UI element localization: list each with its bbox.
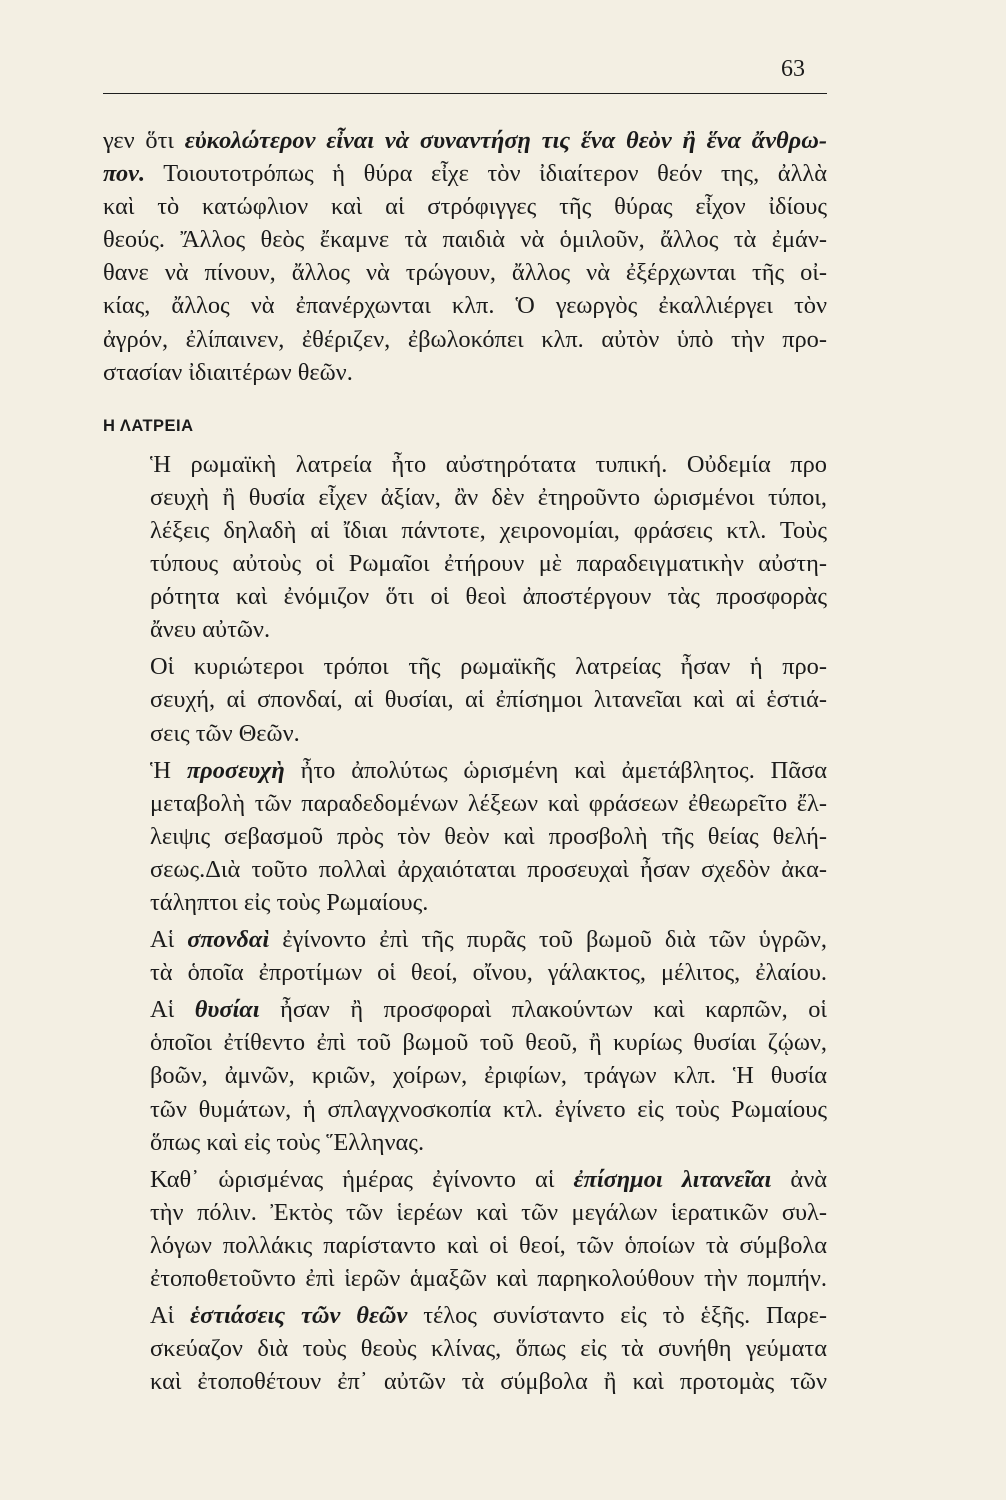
text-line: ὅπως καὶ εἰς τοὺς Ἕλληνας. xyxy=(150,1128,425,1156)
text-line: σκεύαζον διὰ τοὺς θεοὺς κλίνας, ὅπως εἰς τὰ συνήθη γεύματα xyxy=(150,1335,827,1363)
emphasis-text: σπονδαὶ xyxy=(187,926,270,954)
text-line xyxy=(103,923,827,956)
text-span: ἀνὰ xyxy=(771,1165,827,1193)
paragraph-spondai xyxy=(103,923,827,989)
text-span: Αἱ xyxy=(150,996,195,1024)
text-line: σευχή, αἱ σπονδαί, αἱ θυσίαι, αἱ ἐπίσημοι λιτανεῖαι καὶ αἱ ἑστιά- xyxy=(150,686,827,714)
emphasis-text: πον. xyxy=(103,160,146,188)
body-text xyxy=(103,124,827,1398)
text-line xyxy=(103,754,827,787)
text-line: λειψις σεβασμοῦ πρὸς τὸν θεὸν καὶ προσβολὴ τῆς θείας θελή- xyxy=(150,822,827,850)
text-line: λόγων πολλάκις παρίσταντο καὶ οἱ θεοί, τῶν ὁποίων τὰ σύμβολα xyxy=(150,1231,827,1259)
text-span: ἐγίνοντο ἐπὶ τῆς πυρᾶς τοῦ βωμοῦ διὰ τῶν ὑγρῶν, xyxy=(269,926,827,954)
text-line: θανε νὰ πίνουν, ἄλλος νὰ τρώγουν, ἄλλος νὰ ἐξέρχωνται τῆς οἰ- xyxy=(103,259,827,287)
text-line: στασίαν ἰδιαιτέρων θεῶν. xyxy=(103,358,353,386)
text-line: κίας, ἄλλος νὰ ἐπανέρχωνται κλπ. Ὁ γεωργὸς ἐκαλλιέργει τὸν xyxy=(103,292,827,320)
emphasis-text: ἑστιάσεις τῶν θεῶν xyxy=(190,1302,408,1330)
text-line: θεούς. Ἄλλος θεὸς ἔκαμνε τὰ παιδιὰ νὰ ὁμιλοῦν, ἄλλος τὰ ἐμάν- xyxy=(103,226,827,254)
text-line xyxy=(103,157,827,190)
text-line: σεως.Διὰ τοῦτο πολλαὶ ἀρχαιόταται προσευχαὶ ἦσαν σχεδὸν ἀκα- xyxy=(150,855,827,883)
emphasis-text: προσευχὴ xyxy=(186,756,285,784)
emphasis-text: ἐπίσημοι λιτανεῖαι xyxy=(573,1165,772,1193)
paragraph-latreia xyxy=(103,448,827,647)
text-line: μεταβολὴ τῶν παραδεδομένων λέξεων καὶ φράσεων ἐθεωρεῖτο ἔλ- xyxy=(150,789,827,817)
paragraph-estiaseis xyxy=(103,1299,827,1398)
text-line xyxy=(103,993,827,1026)
text-line: Οἱ κυριώτεροι τρόποι τῆς ρωμαϊκῆς λατρείας ἦσαν ἡ προ- xyxy=(150,653,827,681)
text-line: τὰ ὁποῖα ἐπροτίμων οἱ θεοί, οἴνου, γάλακτος, μέλιτος, ἐλαίου. xyxy=(150,959,827,987)
text-line: λέξεις δηλαδὴ αἱ ἴδιαι πάντοτε, χειρονομίαι, φράσεις κτλ. Τοὺς xyxy=(150,516,827,544)
text-line: ἀγρόν, ἐλίπαινεν, ἐθέριζεν, ἐβωλοκόπει κλπ. αὐτὸν ὑπὸ τὴν προ- xyxy=(103,325,827,353)
text-line: τάληπτοι εἰς τοὺς Ρωμαίους. xyxy=(150,888,429,916)
text-span: ἦτο ἀπολύτως ὡρισμένη καὶ ἀμετάβλητος. Πᾶσα xyxy=(284,756,827,784)
text-line: τύπους αὐτοὺς οἱ Ρωμαῖοι ἐτήρουν μὲ παραδειγματικὴν αὐστη- xyxy=(150,550,827,578)
emphasis-text: θυσίαι xyxy=(194,996,260,1024)
text-span: ἦσαν ἢ προσφοραὶ πλακούντων καὶ καρπῶν, οἱ xyxy=(259,996,827,1024)
page-number: 63 xyxy=(781,56,805,82)
text-line: σευχὴ ἢ θυσία εἶχεν ἀξίαν, ἂν δὲν ἐτηροῦντο ὡρισμένοι τύποι, xyxy=(150,483,827,511)
text-span: Ἡ xyxy=(150,756,187,784)
text-span: Καθ᾽ ὡρισμένας ἡμέρας ἐγίνοντο αἱ xyxy=(150,1165,574,1193)
text-line xyxy=(103,124,827,157)
text-line: καὶ τὸ κατώφλιον καὶ αἱ στρόφιγγες τῆς θύρας εἶχον ἰδίους xyxy=(103,193,827,221)
text-line: τῶν θυμάτων, ἡ σπλαγχνοσκοπία κτλ. ἐγίνετο εἰς τοὺς Ρωμαίους xyxy=(150,1095,827,1123)
text-line: ἄνευ αὐτῶν. xyxy=(150,616,271,644)
section-heading: Η ΛΑΤΡΕΙΑ xyxy=(103,416,194,435)
text-span: Αἱ xyxy=(150,926,188,954)
paragraph-proseuchi xyxy=(103,754,827,919)
emphasis-text: εὐκολώτερον εἶναι νὰ συναντήσῃ τις ἕνα θεὸν ἢ ἕνα ἄνθρω- xyxy=(184,127,828,154)
paragraph-thysiai xyxy=(103,993,827,1158)
paragraph-litaneiai xyxy=(103,1163,827,1295)
text-span: γεν ὅτι xyxy=(103,127,185,154)
text-span: Τοιουτοτρόπως ἡ θύρα εἶχε τὸν ἰδιαίτερον θεόν της, ἀλλὰ xyxy=(145,160,827,188)
text-line xyxy=(103,1299,827,1332)
text-line: ρότητα καὶ ἐνόμιζον ὅτι οἱ θεοὶ ἀποστέργουν τὰς προσφορὰς xyxy=(150,583,827,611)
text-line: ἐτοποθετοῦντο ἐπὶ ἱερῶν ἁμαξῶν καὶ παρηκολούθουν τὴν πομπήν. xyxy=(150,1265,827,1292)
paragraph-tropoi xyxy=(103,650,827,749)
text-line: τὴν πόλιν. Ἐκτὸς τῶν ἱερέων καὶ τῶν μεγάλων ἱερατικῶν συλ- xyxy=(150,1198,827,1226)
text-line: βοῶν, ἀμνῶν, κριῶν, χοίρων, ἐριφίων, τράγων κλπ. Ἡ θυσία xyxy=(150,1062,827,1090)
text-span: Αἱ xyxy=(150,1302,191,1330)
paragraph-intro xyxy=(103,124,827,389)
text-line: καὶ ἐτοποθέτουν ἐπ᾽ αὐτῶν τὰ σύμβολα ἢ καὶ προτομὰς τῶν xyxy=(150,1368,827,1396)
text-line: ὁποῖοι ἐτίθεντο ἐπὶ τοῦ βωμοῦ τοῦ θεοῦ, ἢ κυρίως θυσίαι ζῴων, xyxy=(150,1029,827,1057)
text-span: τέλος συνίσταντο εἰς τὸ ἑξῆς. Παρε- xyxy=(407,1302,827,1330)
text-line xyxy=(103,1163,827,1196)
header-rule xyxy=(103,93,827,94)
text-line: Ἡ ρωμαϊκὴ λατρεία ἦτο αὐστηρότατα τυπική. Οὐδεμία προ xyxy=(150,450,827,478)
text-line: σεις τῶν Θεῶν. xyxy=(150,719,300,747)
